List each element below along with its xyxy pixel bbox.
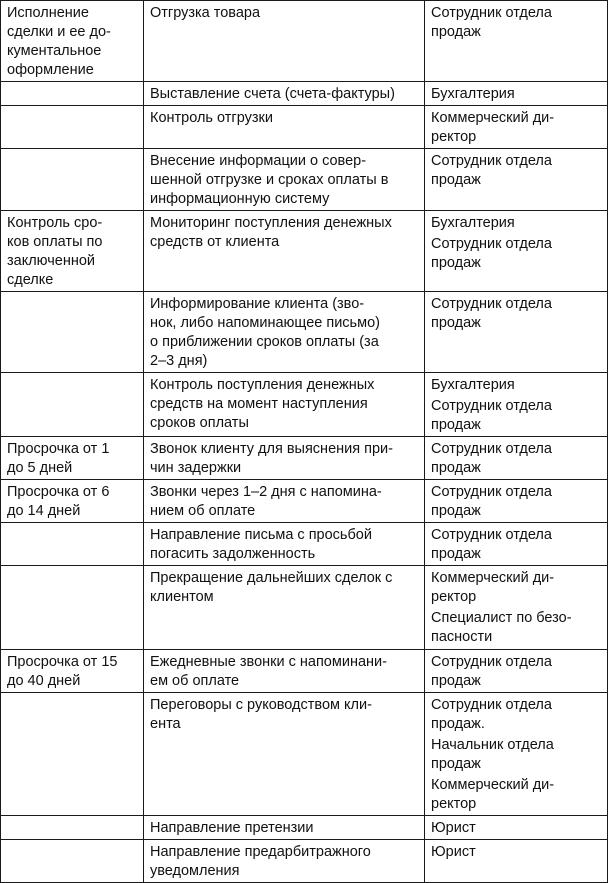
responsible-text: продаж <box>431 756 481 772</box>
action-cell <box>144 373 425 437</box>
action-text: Внесение информации о совер- <box>150 153 367 169</box>
action-text: сроков оплаты <box>150 415 249 431</box>
stage-text: ков оплаты по <box>7 234 103 250</box>
responsible-entry <box>431 819 601 838</box>
responsible-entry <box>431 109 601 147</box>
stage-cell <box>1 82 144 106</box>
responsible-text: ректор <box>431 129 477 145</box>
responsible-entry <box>431 843 601 862</box>
table-row <box>1 480 608 523</box>
stage-text: до 40 дней <box>7 673 81 689</box>
stage-text: до 14 дней <box>7 503 81 519</box>
action-text: информационную систему <box>150 191 330 207</box>
responsible-text: Сотрудник отдела <box>431 5 552 21</box>
stage-cell <box>1 523 144 566</box>
table-row <box>1 650 608 693</box>
action-text: погасить задолженность <box>150 546 316 562</box>
action-cell <box>144 566 425 650</box>
stage-cell <box>1 106 144 149</box>
responsible-text: продаж <box>431 417 481 433</box>
responsible-entry <box>431 526 601 564</box>
action-text: Отгрузка товара <box>150 5 261 21</box>
responsible-entry <box>431 295 601 333</box>
action-text: чин задержки <box>150 460 242 476</box>
responsible-text: ректор <box>431 796 477 812</box>
responsible-text: Сотрудник отдела <box>431 697 552 713</box>
responsible-cell <box>425 523 608 566</box>
stage-cell <box>1 480 144 523</box>
action-text: уведомления <box>150 863 240 879</box>
responsible-entry <box>431 609 601 647</box>
table-row <box>1 149 608 211</box>
responsible-cell <box>425 816 608 840</box>
responsible-cell <box>425 106 608 149</box>
action-text: 2–3 дня) <box>150 353 208 369</box>
responsible-text: Сотрудник отдела <box>431 527 552 543</box>
action-cell <box>144 292 425 373</box>
action-text: Направление письма с просьбой <box>150 527 372 543</box>
responsible-text: Юрист <box>431 820 476 836</box>
stage-cell <box>1 1 144 82</box>
responsible-entry <box>431 569 601 607</box>
stage-text: Просрочка от 6 <box>7 484 110 500</box>
responsible-text: Сотрудник отдела <box>431 153 552 169</box>
responsible-text: продаж <box>431 460 481 476</box>
responsible-text: продаж <box>431 172 481 188</box>
responsible-cell <box>425 840 608 883</box>
responsible-text: продаж <box>431 315 481 331</box>
responsible-cell <box>425 1 608 82</box>
table-row <box>1 211 608 292</box>
responsible-text: продаж. <box>431 716 485 732</box>
responsible-text: Бухгалтерия <box>431 86 515 102</box>
responsible-text: Сотрудник отдела <box>431 398 552 414</box>
responsible-text: ректор <box>431 589 477 605</box>
responsible-text: Сотрудник отдела <box>431 484 552 500</box>
stage-text: сделке <box>7 272 54 288</box>
table-row <box>1 106 608 149</box>
responsible-text: продаж <box>431 673 481 689</box>
responsible-text: Коммерческий ди- <box>431 570 555 586</box>
responsible-text: продаж <box>431 503 481 519</box>
action-text: Контроль поступления денежных <box>150 377 375 393</box>
action-cell <box>144 106 425 149</box>
stage-cell <box>1 373 144 437</box>
responsible-text: Начальник отдела <box>431 737 554 753</box>
stage-cell <box>1 693 144 816</box>
responsible-entry <box>431 776 601 814</box>
stage-text: до 5 дней <box>7 460 73 476</box>
action-text: о приближении сроков оплаты (за <box>150 334 379 350</box>
stage-cell <box>1 437 144 480</box>
stage-text: сделки и ее до- <box>7 24 111 40</box>
table-row <box>1 566 608 650</box>
responsible-text: продаж <box>431 255 481 271</box>
action-text: средств на момент наступления <box>150 396 368 412</box>
responsible-text: Коммерческий ди- <box>431 110 555 126</box>
action-cell <box>144 693 425 816</box>
responsible-entry <box>431 235 601 273</box>
table-row <box>1 1 608 82</box>
action-cell <box>144 149 425 211</box>
action-cell <box>144 816 425 840</box>
responsible-entry <box>431 85 601 104</box>
responsible-entry <box>431 376 601 395</box>
table-row <box>1 816 608 840</box>
action-text: Направление претензии <box>150 820 314 836</box>
action-text: нием об оплате <box>150 503 256 519</box>
action-cell <box>144 523 425 566</box>
action-text: шенной отгрузке и сроках оплаты в <box>150 172 389 188</box>
responsible-cell <box>425 292 608 373</box>
responsible-text: Сотрудник отдела <box>431 654 552 670</box>
action-text: ем об оплате <box>150 673 240 689</box>
responsible-entry <box>431 397 601 435</box>
responsible-cell <box>425 693 608 816</box>
stage-cell <box>1 566 144 650</box>
responsible-entry <box>431 653 601 691</box>
action-text: Переговоры с руководством кли- <box>150 697 372 713</box>
responsible-entry <box>431 440 601 478</box>
table-row <box>1 292 608 373</box>
table-row <box>1 840 608 883</box>
action-text: Звонки через 1–2 дня с напомина- <box>150 484 382 500</box>
responsible-entry <box>431 696 601 734</box>
responsible-cell <box>425 149 608 211</box>
action-cell <box>144 1 425 82</box>
action-cell <box>144 650 425 693</box>
responsible-cell <box>425 437 608 480</box>
action-text: средств от клиента <box>150 234 280 250</box>
stage-cell <box>1 211 144 292</box>
stage-text: Контроль сро- <box>7 215 103 231</box>
responsible-text: Специалист по безо- <box>431 610 572 626</box>
action-text: нок, либо напоминающее письмо) <box>150 315 380 331</box>
action-cell <box>144 840 425 883</box>
action-cell <box>144 480 425 523</box>
responsible-cell <box>425 650 608 693</box>
responsible-text: продаж <box>431 546 481 562</box>
action-text: клиентом <box>150 589 214 605</box>
responsible-cell <box>425 211 608 292</box>
responsible-text: Бухгалтерия <box>431 377 515 393</box>
stage-text: Просрочка от 1 <box>7 441 110 457</box>
responsible-text: Бухгалтерия <box>431 215 515 231</box>
responsible-entry <box>431 4 601 42</box>
stage-text: Просрочка от 15 <box>7 654 118 670</box>
action-cell <box>144 82 425 106</box>
stage-text: оформление <box>7 62 94 78</box>
responsible-entry <box>431 214 601 233</box>
table-row <box>1 82 608 106</box>
stage-cell <box>1 840 144 883</box>
action-cell <box>144 437 425 480</box>
stage-cell <box>1 149 144 211</box>
table-row <box>1 437 608 480</box>
table-row <box>1 373 608 437</box>
responsible-text: Сотрудник отдела <box>431 236 552 252</box>
action-text: Выставление счета (счета-фактуры) <box>150 86 395 102</box>
stage-text: кументальное <box>7 43 102 59</box>
table-row <box>1 693 608 816</box>
responsible-cell <box>425 566 608 650</box>
responsible-cell <box>425 373 608 437</box>
stage-text: Исполнение <box>7 5 89 21</box>
action-text: Контроль отгрузки <box>150 110 273 126</box>
responsible-text: пасности <box>431 629 493 645</box>
stage-cell <box>1 816 144 840</box>
responsible-text: Сотрудник отдела <box>431 296 552 312</box>
stage-cell <box>1 292 144 373</box>
responsible-text: Коммерческий ди- <box>431 777 555 793</box>
action-text: Звонок клиенту для выяснения при- <box>150 441 393 457</box>
action-text: Информирование клиента (зво- <box>150 296 365 312</box>
stage-text: заключенной <box>7 253 96 269</box>
action-text: Направление предарбитражного <box>150 844 371 860</box>
table-row <box>1 523 608 566</box>
responsible-text: Юрист <box>431 844 476 860</box>
action-text: ента <box>150 716 181 732</box>
action-text: Мониторинг поступления денежных <box>150 215 392 231</box>
table-body <box>1 1 608 883</box>
responsible-entry <box>431 152 601 190</box>
responsible-text: Сотрудник отдела <box>431 441 552 457</box>
stage-cell <box>1 650 144 693</box>
responsible-entry <box>431 736 601 774</box>
responsible-entry <box>431 483 601 521</box>
action-cell <box>144 211 425 292</box>
action-text: Ежедневные звонки с напоминани- <box>150 654 387 670</box>
responsible-cell <box>425 480 608 523</box>
responsible-cell <box>425 82 608 106</box>
responsible-text: продаж <box>431 24 481 40</box>
action-text: Прекращение дальнейших сделок с <box>150 570 393 586</box>
